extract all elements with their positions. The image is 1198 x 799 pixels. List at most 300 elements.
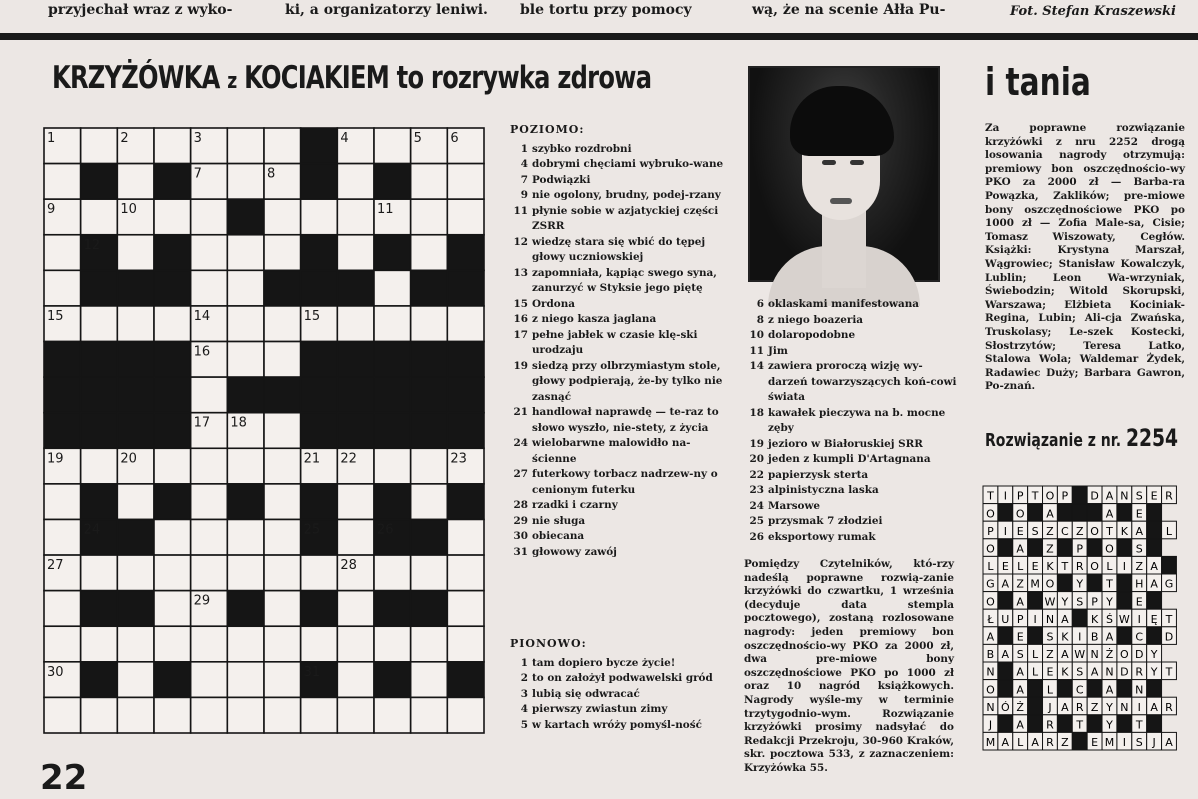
white-cell[interactable] xyxy=(227,555,264,591)
white-cell[interactable] xyxy=(264,555,301,591)
solution-letter: S xyxy=(1135,736,1143,750)
white-cell[interactable] xyxy=(227,626,264,662)
white-cell[interactable] xyxy=(411,626,448,662)
clue-number: 17 xyxy=(513,328,528,341)
black-cell xyxy=(301,413,338,449)
white-cell[interactable] xyxy=(154,199,191,235)
white-cell[interactable] xyxy=(227,342,264,378)
solution-letter: N xyxy=(1120,700,1129,714)
white-cell[interactable] xyxy=(447,626,484,662)
solution-black-cell xyxy=(1117,627,1132,645)
solution-letter: I xyxy=(1122,736,1126,750)
white-cell[interactable] xyxy=(44,484,81,520)
solution-black-cell xyxy=(1028,680,1043,698)
clue-number: 19 xyxy=(749,437,764,450)
solution-letter: Z xyxy=(1016,577,1024,591)
across-clue-24 xyxy=(510,436,726,467)
black-cell xyxy=(447,235,484,271)
clue-text: rzadki i czarny xyxy=(532,499,618,511)
solution-letter: B xyxy=(1090,630,1099,644)
white-cell[interactable] xyxy=(44,626,81,662)
black-cell xyxy=(301,128,338,164)
black-cell xyxy=(411,413,448,449)
solution-letter: N xyxy=(1120,489,1129,503)
clue-number: 9 xyxy=(520,189,528,201)
white-cell[interactable] xyxy=(191,270,228,306)
black-cell xyxy=(411,591,448,627)
cell-number-27: 27 xyxy=(47,558,64,574)
section-divider xyxy=(0,33,1198,40)
clue-text: obiecana xyxy=(532,530,585,542)
white-cell[interactable] xyxy=(81,555,118,591)
white-cell[interactable] xyxy=(337,662,374,698)
solution-letter: A xyxy=(1031,736,1039,750)
solution-letter: P xyxy=(1016,489,1024,503)
black-cell xyxy=(154,662,191,698)
white-cell[interactable] xyxy=(264,306,301,342)
white-cell[interactable] xyxy=(227,128,264,164)
black-cell xyxy=(301,235,338,271)
white-cell[interactable] xyxy=(44,270,81,306)
white-cell[interactable] xyxy=(337,306,374,342)
solution-letter: T xyxy=(1106,577,1113,591)
solution-letter: Ę xyxy=(1150,612,1158,626)
white-cell[interactable] xyxy=(411,448,448,484)
solution-letter: P xyxy=(1076,542,1084,556)
cell-number-12: 12 xyxy=(83,237,101,253)
white-cell[interactable] xyxy=(154,626,191,662)
white-cell[interactable] xyxy=(411,199,448,235)
prev-article-fragment-4: wą, że na scenie Ałła Pu- xyxy=(752,2,946,18)
clue-number: 25 xyxy=(749,515,764,527)
solution-letter: N xyxy=(986,700,995,714)
black-cell xyxy=(44,413,81,449)
cell-number-16: 16 xyxy=(193,344,211,360)
white-cell[interactable] xyxy=(117,484,154,520)
white-cell[interactable] xyxy=(301,626,338,662)
black-cell xyxy=(301,164,338,200)
solution-letter: S xyxy=(1016,648,1024,662)
white-cell[interactable] xyxy=(411,697,448,733)
white-cell[interactable] xyxy=(337,235,374,271)
solution-black-cell xyxy=(1057,539,1072,557)
solution-letter: Ł xyxy=(987,612,994,626)
black-cell xyxy=(447,484,484,520)
solution-letter: E xyxy=(1135,595,1143,609)
white-cell[interactable] xyxy=(154,448,191,484)
solution-letter: Ś xyxy=(1105,612,1113,626)
across-clue-9 xyxy=(510,188,726,204)
down-clue-22 xyxy=(746,468,958,484)
cell-number-15: 15 xyxy=(47,308,64,324)
solution-letter: Y xyxy=(1150,665,1158,679)
solution-letter: K xyxy=(1090,612,1099,626)
clue-text: to on założył podwawelski gród xyxy=(532,672,713,684)
black-cell xyxy=(374,662,411,698)
solution-letter: C xyxy=(1135,630,1144,644)
black-cell xyxy=(81,484,118,520)
solution-letter: E xyxy=(1016,630,1024,644)
solution-letter: T xyxy=(1076,718,1084,732)
clue-number: 2 xyxy=(520,672,528,684)
solution-letter: T xyxy=(1165,612,1173,626)
black-cell xyxy=(117,519,154,555)
white-cell[interactable] xyxy=(227,270,264,306)
white-cell[interactable] xyxy=(154,591,191,627)
solution-letter: W xyxy=(1118,612,1130,626)
white-cell[interactable] xyxy=(117,626,154,662)
white-cell[interactable] xyxy=(154,697,191,733)
white-cell[interactable] xyxy=(447,306,484,342)
white-cell[interactable] xyxy=(154,555,191,591)
white-cell[interactable] xyxy=(44,591,81,627)
solution-letter: K xyxy=(1120,524,1128,538)
white-cell[interactable] xyxy=(264,484,301,520)
cell-number-11: 11 xyxy=(377,202,394,218)
solution-letter: Z xyxy=(1046,648,1054,662)
white-cell[interactable] xyxy=(374,626,411,662)
solution-letter: N xyxy=(1045,612,1055,626)
solution-letter: S xyxy=(1076,595,1084,609)
white-cell[interactable] xyxy=(447,199,484,235)
across-clues xyxy=(510,122,726,560)
cell-number-19: 19 xyxy=(47,451,64,467)
across-heading: POZIOMO: xyxy=(510,123,585,136)
solution-black-cell xyxy=(1028,504,1043,522)
white-cell[interactable] xyxy=(411,306,448,342)
clue-number: 8 xyxy=(756,313,764,326)
white-cell[interactable] xyxy=(117,164,154,200)
down-heading: PIONOWO: xyxy=(510,637,587,650)
white-cell[interactable] xyxy=(411,484,448,520)
clue-text: w kartach wróży pomyśl-ność xyxy=(532,718,702,731)
cell-number-6: 6 xyxy=(450,131,459,146)
white-cell[interactable] xyxy=(337,591,374,627)
solution-grid xyxy=(983,486,1174,750)
white-cell[interactable] xyxy=(191,697,228,733)
black-cell xyxy=(81,377,118,413)
white-cell[interactable] xyxy=(374,270,411,306)
solution-letter: B xyxy=(986,648,995,662)
solution-letter: O xyxy=(1105,542,1114,556)
cell-number-23: 23 xyxy=(450,451,467,467)
solution-letter: Z xyxy=(1046,542,1054,556)
solution-letter: M xyxy=(1030,577,1040,591)
clue-text: przysmak 7 złodziei xyxy=(768,515,883,527)
white-cell[interactable] xyxy=(227,697,264,733)
clue-text: Jim xyxy=(768,344,788,357)
solution-letter: E xyxy=(1031,560,1039,574)
white-cell[interactable] xyxy=(227,448,264,484)
solution-letter: T xyxy=(1031,489,1039,503)
white-cell[interactable] xyxy=(264,626,301,662)
white-cell[interactable] xyxy=(44,519,81,555)
white-cell[interactable] xyxy=(154,306,191,342)
clue-text: siedzą przy olbrzymiastym stole, głowy podpierają, że-by tylko nie zasnąć xyxy=(532,359,723,403)
white-cell[interactable] xyxy=(264,199,301,235)
white-cell[interactable] xyxy=(374,448,411,484)
solution-black-cell xyxy=(1117,574,1132,592)
down-clue-4 xyxy=(510,702,726,718)
white-cell[interactable] xyxy=(154,128,191,164)
solution-letter: P xyxy=(987,524,994,538)
black-cell xyxy=(227,484,264,520)
solution-black-cell xyxy=(1072,609,1087,627)
black-cell xyxy=(374,377,411,413)
white-cell[interactable] xyxy=(117,555,154,591)
white-cell[interactable] xyxy=(191,555,228,591)
white-cell[interactable] xyxy=(337,519,374,555)
white-cell[interactable] xyxy=(264,697,301,733)
solution-letter: D xyxy=(1090,489,1099,503)
clue-text: Podwiązki xyxy=(532,173,591,186)
cell-number-8: 8 xyxy=(267,166,276,182)
black-cell xyxy=(447,270,484,306)
solution-letter: P xyxy=(1061,489,1069,503)
solution-black-cell xyxy=(1028,697,1043,715)
solution-letter: T xyxy=(1135,718,1143,732)
white-cell[interactable] xyxy=(337,164,374,200)
white-cell[interactable] xyxy=(337,697,374,733)
down-clue-26 xyxy=(746,530,958,546)
white-cell[interactable] xyxy=(447,555,484,591)
solution-letter: A xyxy=(1105,489,1114,503)
cell-number-21: 21 xyxy=(303,451,321,467)
solution-black-cell xyxy=(1147,521,1162,539)
clue-number: 27 xyxy=(513,468,528,480)
white-cell[interactable] xyxy=(44,164,81,200)
contest-rules: Pomiędzy Czytelników, któ-rzy nadeślą poprawne rozwią-zanie krzyżówki do czwartku, 1 września (decyduje data stempla pocztowego), zostaną rozlosowane nagrody: jeden premiowy bon oszczędnościo-wy PKO za 2000 zł, dwa pre-miowe bony oszczędnościowe PKO po 1000 zł oraz 10 nagród książkowych. Nagrody wyśle-my w terminie trzytygodnio-wym. Rozwiązanie krzyżówki prosimy nadsyłać do Redakcji Przekroju, 30-960 Kraków, skr. pocztowa 533, z zaznaczeniem: Krzyżówka 55. xyxy=(744,558,954,774)
solution-letter: R xyxy=(1046,718,1054,732)
cell-number-15: 15 xyxy=(303,308,321,324)
solution-letter: O xyxy=(1045,489,1055,503)
solution-letter: C xyxy=(1075,683,1084,697)
solution-letter: A xyxy=(1001,736,1010,750)
crossword-grid[interactable] xyxy=(44,128,484,733)
clue-text: nie sługa xyxy=(532,514,586,527)
solution-letter: Z xyxy=(1046,524,1054,538)
white-cell[interactable] xyxy=(264,448,301,484)
white-cell[interactable] xyxy=(191,519,228,555)
clue-number: 24 xyxy=(513,437,528,449)
solution-letter: J xyxy=(1152,736,1156,750)
black-cell xyxy=(374,164,411,200)
white-cell[interactable] xyxy=(447,591,484,627)
solution-letter: G xyxy=(986,577,995,591)
solution-letter: W xyxy=(1074,648,1086,662)
white-cell[interactable] xyxy=(337,484,374,520)
white-cell[interactable] xyxy=(81,626,118,662)
cell-number-31: 31 xyxy=(303,664,321,680)
black-cell xyxy=(411,270,448,306)
solution-letter: N xyxy=(1105,665,1114,679)
cell-number-30: 30 xyxy=(47,664,64,680)
white-cell[interactable] xyxy=(117,235,154,271)
white-cell[interactable] xyxy=(191,377,228,413)
down-clue-14 xyxy=(746,359,958,406)
cell-number-17: 17 xyxy=(193,415,211,431)
cover-girl-photo xyxy=(748,66,940,282)
white-cell[interactable] xyxy=(117,697,154,733)
black-cell xyxy=(411,377,448,413)
black-cell xyxy=(117,342,154,378)
clue-number: 10 xyxy=(749,329,764,341)
black-cell xyxy=(447,342,484,378)
solution-letter: T xyxy=(1061,560,1069,574)
white-cell[interactable] xyxy=(411,662,448,698)
white-cell[interactable] xyxy=(81,306,118,342)
solution-letter: A xyxy=(1061,648,1069,662)
white-cell[interactable] xyxy=(301,555,338,591)
cell-number-7: 7 xyxy=(193,166,202,182)
solution-letter: A xyxy=(1105,507,1114,521)
white-cell[interactable] xyxy=(117,306,154,342)
solution-letter: E xyxy=(1135,507,1143,521)
cell-number-10: 10 xyxy=(120,202,137,218)
solution-letter: O xyxy=(1090,560,1099,574)
down-clue-10 xyxy=(746,328,958,344)
white-cell[interactable] xyxy=(411,555,448,591)
white-cell[interactable] xyxy=(117,662,154,698)
solution-letter: E xyxy=(1091,736,1099,750)
white-cell[interactable] xyxy=(447,697,484,733)
white-cell[interactable] xyxy=(374,555,411,591)
white-cell[interactable] xyxy=(264,342,301,378)
white-cell[interactable] xyxy=(227,519,264,555)
white-cell[interactable] xyxy=(447,519,484,555)
white-cell[interactable] xyxy=(264,235,301,271)
white-cell[interactable] xyxy=(81,448,118,484)
solution-letter: U xyxy=(1001,612,1010,626)
white-cell[interactable] xyxy=(301,199,338,235)
solution-black-cell xyxy=(1147,592,1162,610)
solution-black-cell xyxy=(1147,680,1162,698)
solution-letter: A xyxy=(1105,630,1114,644)
photo-credit: Fot. Stefan Kraszewski xyxy=(1010,4,1176,19)
solution-letter: S xyxy=(1031,524,1039,538)
solution-letter: A xyxy=(1016,665,1024,679)
white-cell[interactable] xyxy=(411,235,448,271)
prev-article-fragment-1: przyjechał wraz z wyko- xyxy=(48,2,233,18)
black-cell xyxy=(154,164,191,200)
prev-article-fragment-2: ki, a organizatorzy leniwi. xyxy=(285,2,488,18)
solution-letter: Y xyxy=(1106,595,1113,609)
solution-letter: D xyxy=(1120,665,1129,679)
white-cell[interactable] xyxy=(374,128,411,164)
solution-letter: N xyxy=(986,665,995,679)
white-cell[interactable] xyxy=(264,662,301,698)
white-cell[interactable] xyxy=(337,626,374,662)
solution-letter: L xyxy=(1106,560,1113,574)
clue-number: 15 xyxy=(513,297,528,310)
white-cell[interactable] xyxy=(81,128,118,164)
across-clue-19 xyxy=(510,359,726,406)
across-clue-13 xyxy=(510,266,726,297)
clue-text: głowowy zawój xyxy=(532,545,617,558)
solution-black-cell xyxy=(1147,539,1162,557)
solution-letter: L xyxy=(1032,665,1039,679)
solution-black-cell xyxy=(998,680,1013,698)
clue-number: 7 xyxy=(520,173,528,186)
white-cell[interactable] xyxy=(264,519,301,555)
white-cell[interactable] xyxy=(374,306,411,342)
down-clue-8 xyxy=(746,313,958,329)
black-cell xyxy=(337,413,374,449)
clue-text: zawiera proroczą wizję wy-darzeń towarzyszących koń-cowi świata xyxy=(768,360,957,403)
title-part-2: z xyxy=(227,69,237,94)
solution-letter: T xyxy=(1106,524,1113,538)
white-cell[interactable] xyxy=(264,413,301,449)
solution-letter: A xyxy=(1016,718,1024,732)
clue-number: 13 xyxy=(513,266,528,279)
solution-letter: M xyxy=(1104,736,1115,750)
white-cell[interactable] xyxy=(374,697,411,733)
white-cell[interactable] xyxy=(227,164,264,200)
solution-black-cell xyxy=(998,662,1013,680)
black-cell xyxy=(117,591,154,627)
black-cell xyxy=(117,377,154,413)
clue-number: 19 xyxy=(513,359,528,372)
solution-black-cell xyxy=(1072,504,1087,522)
white-cell[interactable] xyxy=(337,199,374,235)
white-cell[interactable] xyxy=(44,235,81,271)
white-cell[interactable] xyxy=(264,128,301,164)
white-cell[interactable] xyxy=(411,164,448,200)
clue-text: lubią się odwracać xyxy=(532,687,640,700)
title-part-1: KRZYŻÓWKA xyxy=(52,60,220,96)
white-cell[interactable] xyxy=(154,519,191,555)
black-cell xyxy=(337,270,374,306)
clue-text: dolaropodobne xyxy=(768,329,856,341)
clue-text: jeden z kumpli D'Artagnana xyxy=(768,453,931,465)
white-cell[interactable] xyxy=(264,591,301,627)
black-cell xyxy=(81,591,118,627)
clue-text: kawałek pieczywa na b. mocne zęby xyxy=(768,406,946,434)
white-cell[interactable] xyxy=(227,662,264,698)
solution-letter: R xyxy=(1075,560,1084,574)
white-cell[interactable] xyxy=(227,235,264,271)
solution-black-cell xyxy=(1117,504,1132,522)
solution-black-cell xyxy=(1057,680,1072,698)
clue-number: 24 xyxy=(749,499,764,512)
white-cell[interactable] xyxy=(81,697,118,733)
white-cell[interactable] xyxy=(447,164,484,200)
white-cell[interactable] xyxy=(191,235,228,271)
black-cell xyxy=(154,270,191,306)
white-cell[interactable] xyxy=(191,448,228,484)
white-cell[interactable] xyxy=(301,697,338,733)
white-cell[interactable] xyxy=(81,199,118,235)
white-cell[interactable] xyxy=(191,626,228,662)
white-cell[interactable] xyxy=(191,484,228,520)
solution-letter: J xyxy=(988,718,993,732)
solution-letter: R xyxy=(1046,736,1054,750)
black-cell xyxy=(264,377,301,413)
clue-number: 28 xyxy=(513,499,528,511)
white-cell[interactable] xyxy=(191,199,228,235)
black-cell xyxy=(154,377,191,413)
solution-letter: E xyxy=(1016,524,1024,538)
solution-letter: Y xyxy=(1150,648,1158,662)
down-clue-11 xyxy=(746,344,958,360)
white-cell[interactable] xyxy=(191,662,228,698)
white-cell[interactable] xyxy=(227,306,264,342)
solution-letter: I xyxy=(1033,612,1037,626)
solution-letter: Ż xyxy=(1105,648,1114,662)
solution-letter: L xyxy=(1165,524,1173,538)
solution-black-cell xyxy=(1028,627,1043,645)
white-cell[interactable] xyxy=(44,697,81,733)
